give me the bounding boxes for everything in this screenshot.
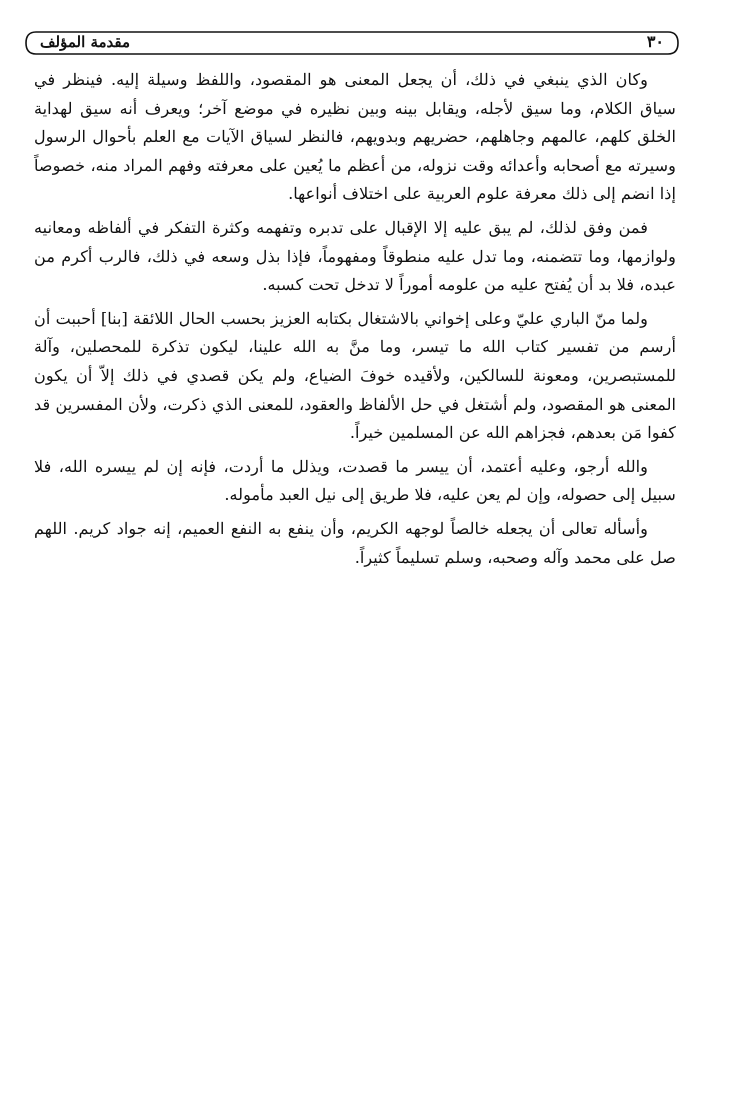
paragraph: وأسأله تعالى أن يجعله خالصاً لوجهه الكريم، وأن ينفع به النفع العميم، إنه جواد كريم. اللهم صل على محمد وآله وصحبه، وسلم تسليماً كثيراً. xyxy=(34,518,676,567)
paragraph: ولما منّ الباري عليّ وعلى إخواني بالاشتغال بكتابه العزيز بحسب الحال اللائقة [بنا] أحببت أن أرسم من تفسير كتاب الله ما تيسر، وما منَّ به الله علينا، ليكون تذكرة للمحصلين، وآلة للمستبصرين، ومعونة للسالكين، ولأقيده خوفَ الضياع، ولم يكن قصدي في ذلك إلاّ أن يكون المعنى هو المقصود، ولم أشتغل في حل الألفاظ والعقود، للمعنى الذي ذكرت، ولأن المفسرين قد كفوا مَن بعدهم، فجزاهم الله عن المسلمين خيراً. xyxy=(34,308,676,443)
page-number: ٣٠ xyxy=(646,32,664,51)
body-text xyxy=(34,66,676,577)
paragraph: وكان الذي ينبغي في ذلك، أن يجعل المعنى هو المقصود، واللفظ وسيلة إليه. فينظر في سياق الكلام، وما سيق لأجله، ويقابل بينه وبين نظيره في موضع آخر؛ ويعرف أنه سيق لهداية الخلق كلهم، عالمهم وجاهلهم، حضريهم وبدويهم، فالنظر لسياق الآيات مع العلم بأحوال الرسول وسيرته مع أصحابه وأعدائه وقت نزوله، من أعظم ما يُعين على معرفته وفهم المراد منه، خصوصاً إذا انضم إلى ذلك معرفة علوم العربية على اختلاف أنواعها. xyxy=(34,70,676,204)
paragraph: فمن وفق لذلك، لم يبق عليه إلا الإقبال على تدبره وتفهمه وكثرة التفكر في ألفاظه ومعانيه ولوازمها، وما تتضمنه، وما تدل عليه منطوقاً ومفهوماً، فإذا بذل وسعه في ذلك، فالرب أكرم من عبده، فلا بد أن يُفتح عليه من علومه أموراً لا تدخل تحت كسبه. xyxy=(34,217,676,295)
running-header xyxy=(24,30,680,56)
header-title: مقدمة المؤلف xyxy=(40,33,131,51)
paragraph: والله أرجو، وعليه أعتمد، أن ييسر ما قصدت، ويذلل ما أردت، فإنه إن لم ييسره الله، فلا سبيل إلى حصوله، وإن لم يعن عليه، فلا طريق إلى نيل العبد مأموله. xyxy=(34,456,676,505)
